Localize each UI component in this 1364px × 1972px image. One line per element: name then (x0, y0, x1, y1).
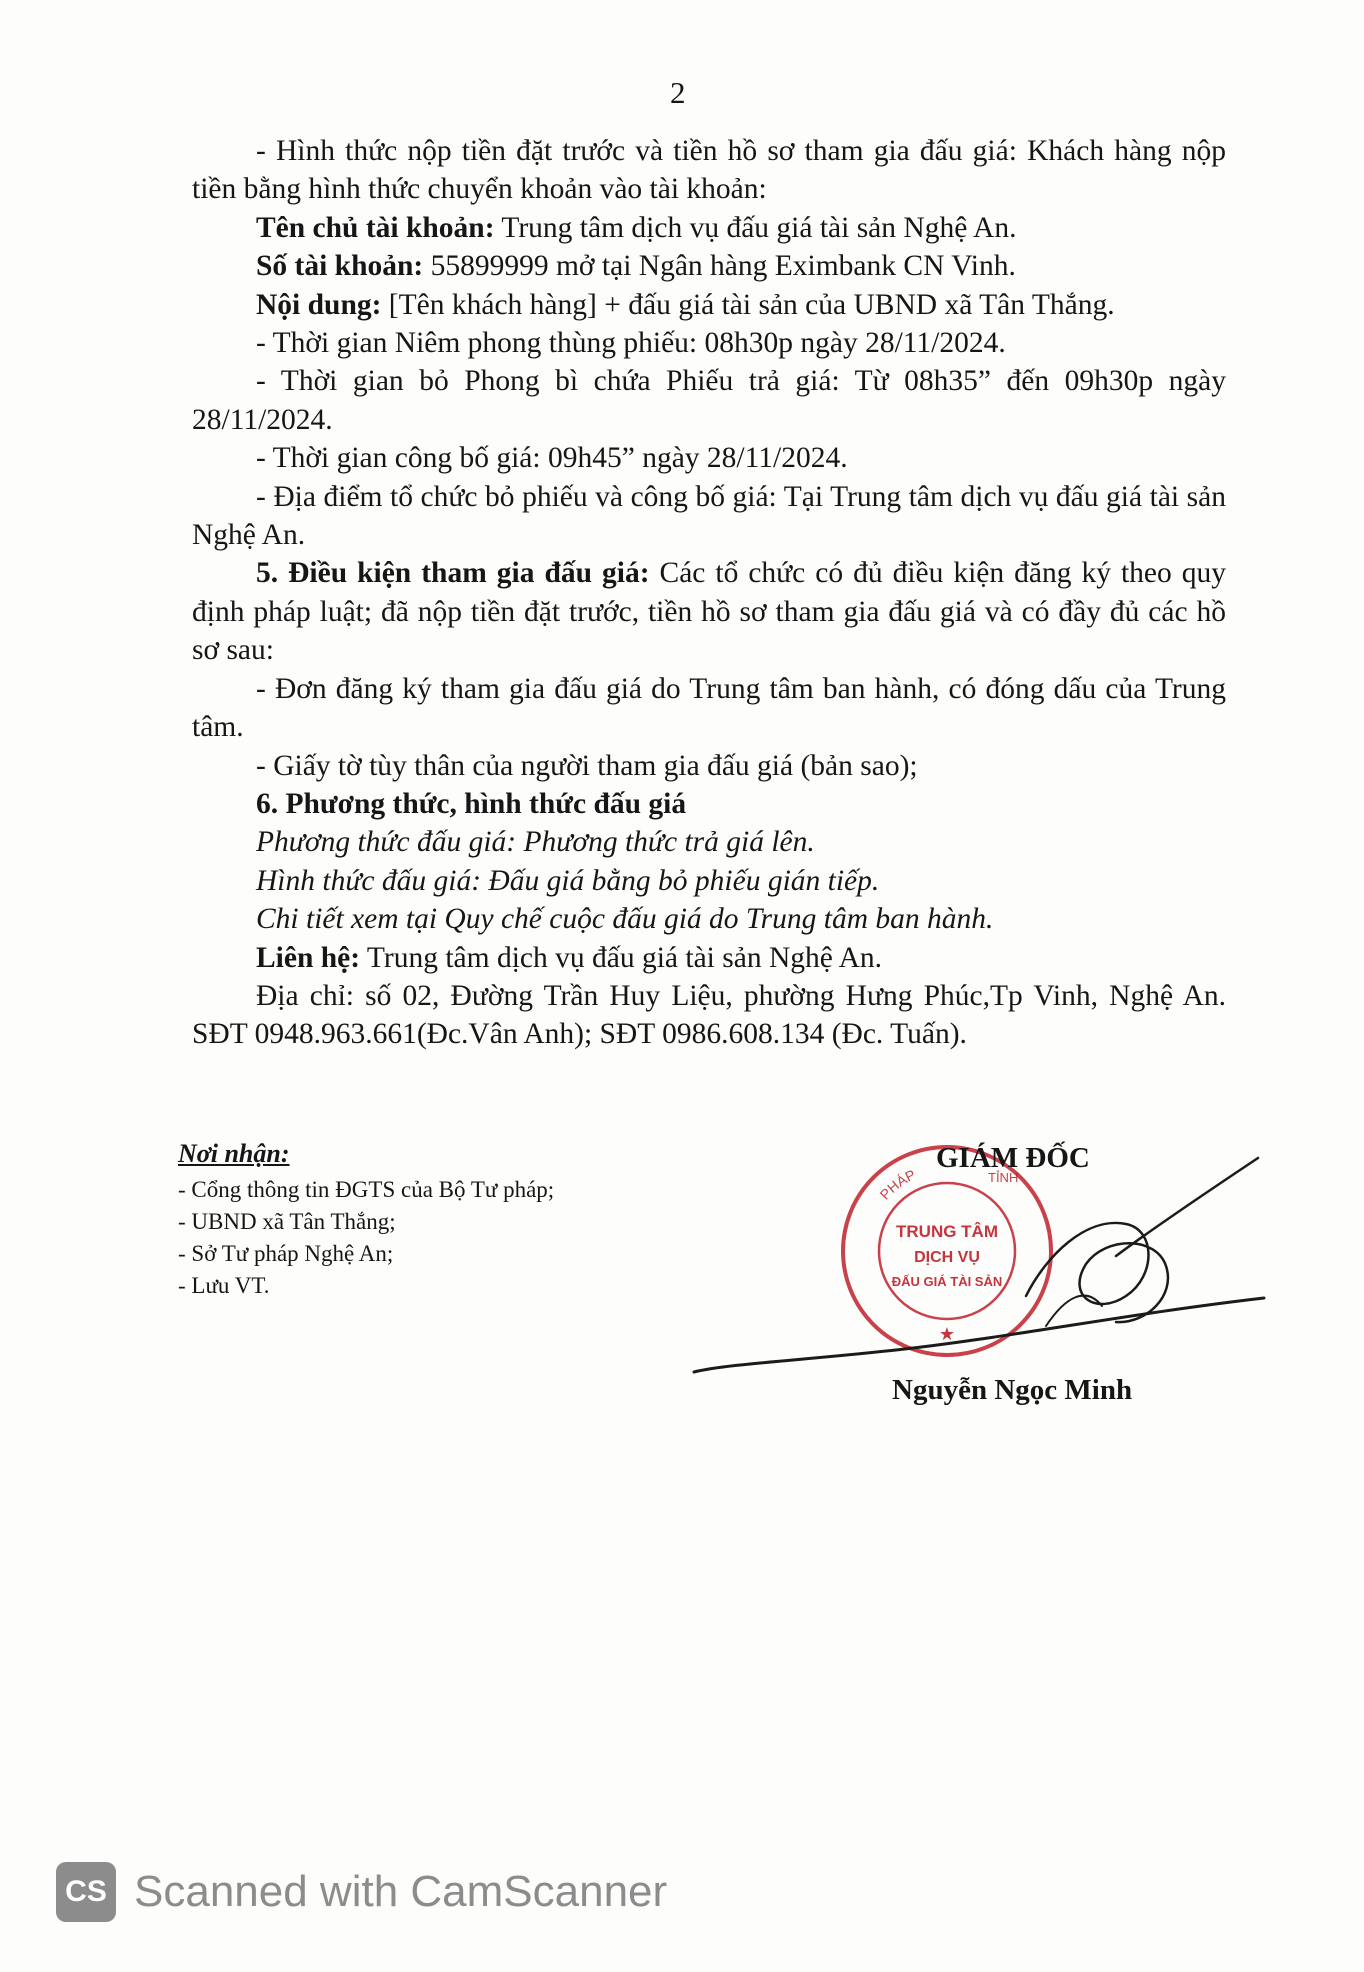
camscanner-logo-icon: CS (56, 1862, 116, 1922)
signatory-title: GIÁM ĐỐC (936, 1142, 1090, 1174)
paragraph-account-holder (192, 209, 1226, 247)
value-account-holder: Trung tâm dịch vụ đấu giá tài sản Nghệ An. (494, 211, 1017, 244)
camscanner-text: Scanned with CamScanner (134, 1867, 668, 1916)
paragraph-details (192, 900, 1226, 938)
recipient-item: - Sở Tư pháp Nghệ An; (178, 1241, 394, 1266)
label-account-holder: Tên chủ tài khoản: (256, 211, 495, 244)
heading-conditions: 5. Điều kiện tham gia đấu giá: (256, 557, 650, 590)
stamp-line-1: TRUNG TÂM (896, 1222, 998, 1241)
document-body (192, 132, 1226, 1054)
page-number: 2 (670, 75, 686, 110)
stamp-line-3: ĐẤU GIÁ TÀI SẢN (891, 1274, 1003, 1289)
camscanner-watermark (56, 1862, 667, 1922)
paragraph-account-number (192, 247, 1226, 285)
text-details: Chi tiết xem tại Quy chế cuộc đấu giá do Trung tâm ban hành. (256, 903, 994, 936)
paragraph-transfer-content (192, 286, 1226, 324)
recipients-title: Nơi nhận: (178, 1139, 290, 1168)
paragraph-envelope-time: - Thời gian bỏ Phong bì chứa Phiếu trả giá: Từ 08h35” đến 09h30p ngày 28/11/2024. (192, 365, 1226, 436)
label-transfer-content: Nội dung: (256, 288, 382, 321)
heading-auction-method-text: 6. Phương thức, hình thức đấu giá (256, 787, 687, 820)
recipients-block (178, 1138, 554, 1302)
paragraph-address: Địa chỉ: số 02, Đường Trần Huy Liệu, phường Hưng Phúc,Tp Vinh, Nghệ An. SĐT 0948.963.661(Đc.Vân Anh); SĐT 0986.608.134 (Đc. Tuấn). (192, 979, 1226, 1051)
handwritten-signature (686, 1146, 1276, 1384)
label-account-number: Số tài khoản: (256, 250, 424, 283)
value-conditions: Các tổ chức có đủ điều kiện đăng ký theo quy định pháp luật; đã nộp tiền đặt trước, tiền hồ sơ tham gia đấu giá và có đầy đủ các hồ sơ sau: (192, 557, 1227, 667)
paragraph-contact (192, 939, 1226, 977)
stamp-arc-top: PHÁP (876, 1166, 918, 1203)
text-form: Hình thức đấu giá: Đấu giá bằng bỏ phiếu gián tiếp. (256, 864, 880, 897)
signatory-name: Nguyễn Ngọc Minh (892, 1374, 1133, 1406)
text-method: Phương thức đấu giá: Phương thức trả giá lên. (256, 826, 815, 859)
recipient-item: - Lưu VT. (178, 1273, 270, 1298)
value-account-number: 55899999 mở tại Ngân hàng Eximbank CN Vinh. (423, 250, 1016, 283)
recipient-item: - UBND xã Tân Thắng; (178, 1209, 396, 1234)
label-contact: Liên hệ: (256, 941, 361, 974)
value-transfer-content: [Tên khách hàng] + đấu giá tài sản của UBND xã Tân Thắng. (381, 288, 1115, 321)
value-contact: Trung tâm dịch vụ đấu giá tài sản Nghệ An. (360, 941, 883, 974)
paragraph-payment-method: - Hình thức nộp tiền đặt trước và tiền hồ sơ tham gia đấu giá: Khách hàng nộp tiền bằng hình thức chuyển khoản vào tài khoản: (192, 135, 1226, 206)
paragraph-form (192, 862, 1226, 900)
paragraph-seal-time: - Thời gian Niêm phong thùng phiếu: 08h30p ngày 28/11/2024. (256, 327, 1006, 360)
paragraph-method (192, 823, 1226, 861)
paragraph-id-documents: - Giấy tờ tùy thân của người tham gia đấu giá (bản sao); (256, 749, 918, 782)
paragraph-conditions (192, 554, 1226, 669)
recipient-item: - Cổng thông tin ĐGTS của Bộ Tư pháp; (178, 1177, 555, 1202)
stamp-arc-right: TỈNH (988, 1170, 1019, 1185)
paragraph-registration-form: - Đơn đăng ký tham gia đấu giá do Trung tâm ban hành, có đóng dấu của Trung tâm. (192, 672, 1226, 744)
stamp-star-icon: ★ (938, 1324, 956, 1345)
paragraph-announce-time: - Thời gian công bố giá: 09h45” ngày 28/11/2024. (256, 442, 848, 475)
stamp-line-2: DỊCH VỤ (914, 1249, 980, 1266)
heading-auction-method (192, 785, 1226, 823)
paragraph-location: - Địa điểm tổ chức bỏ phiếu và công bố giá: Tại Trung tâm dịch vụ đấu giá tài sản Nghệ An. (192, 480, 1226, 552)
